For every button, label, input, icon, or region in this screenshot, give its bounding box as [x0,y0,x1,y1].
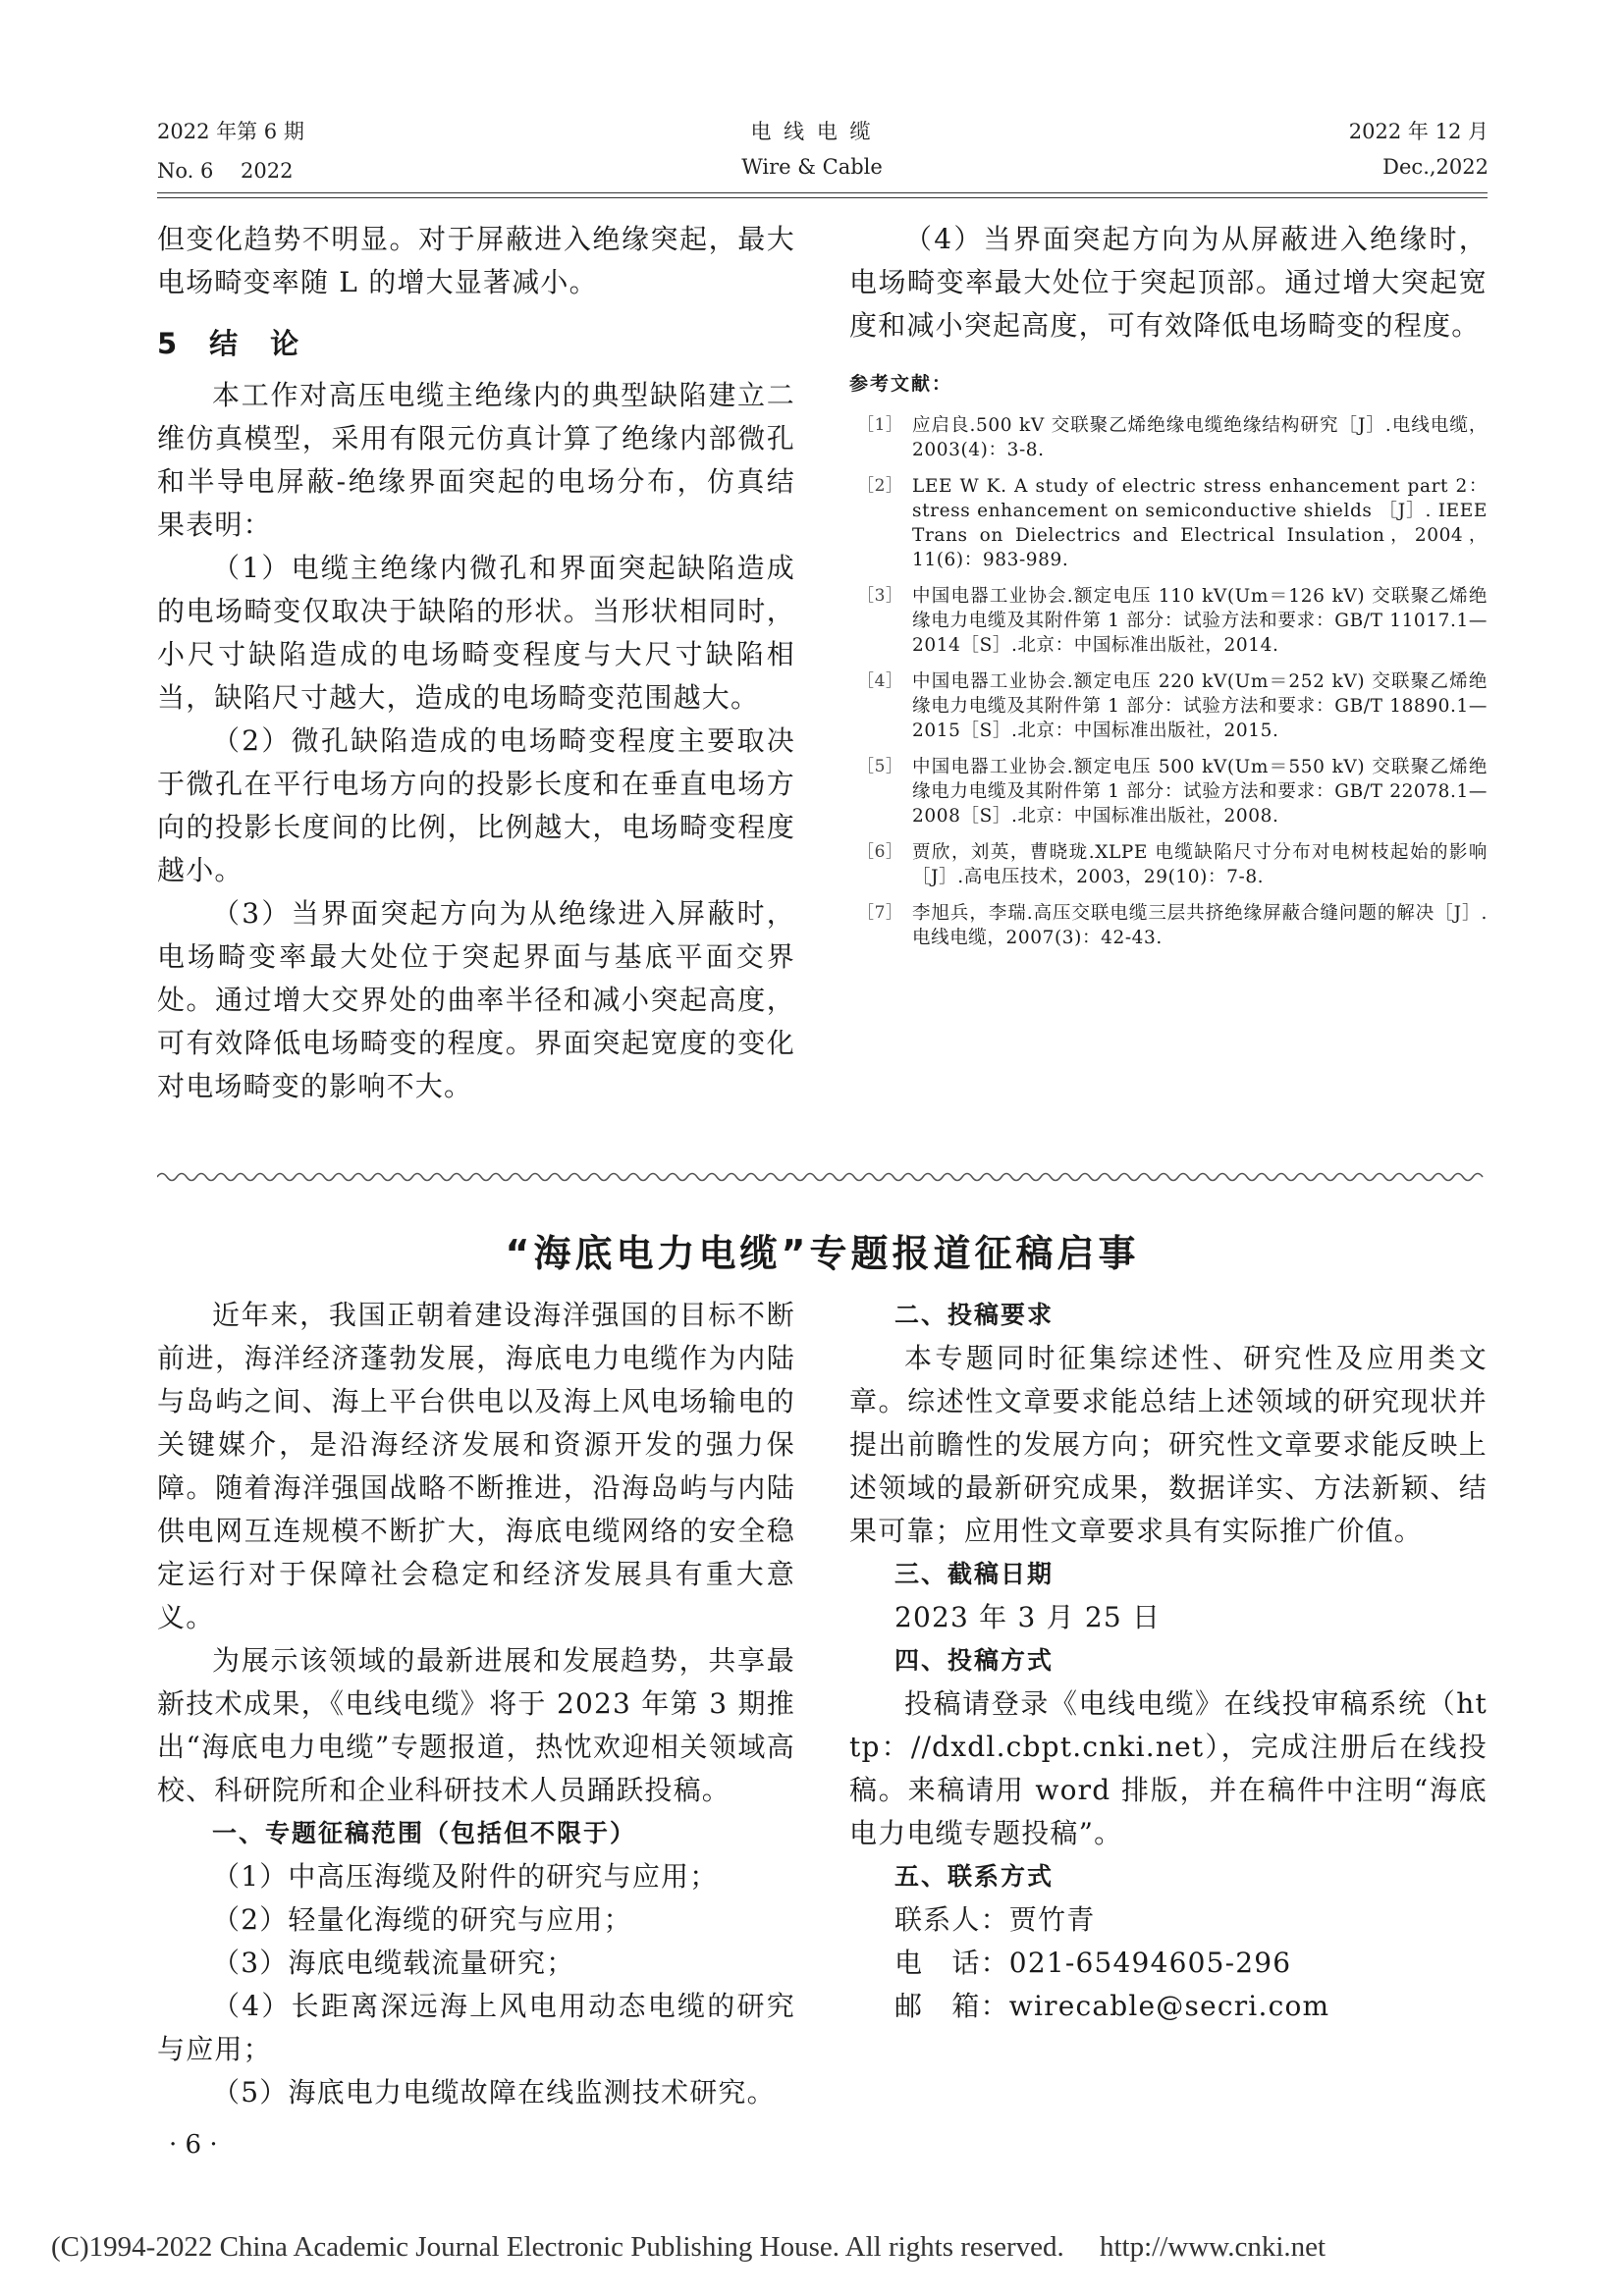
section-title-conclusion: 5 结 论 [157,327,301,360]
conclusion-item-2: （2）微孔缺陷造成的电场畸变程度主要取决于微孔在平行电场方向的投影长度和在垂直电场方向的投影长度间的比例，比例越大，电场畸变程度越小。 [157,724,795,886]
header-issue-en: No. 6 2022 [157,159,294,183]
conclusion-item-4: （4）当界面突起方向为从屏蔽进入绝缘时，电场畸变率最大处位于突起顶部。通过增大突起宽度和减小突起高度，可有效降低电场畸变的程度。 [849,223,1488,342]
reference-text: 中国电器工业协会.额定电压 110 kV(Um＝126 kV) 交联聚乙烯绝缘电力电缆及其附件第 1 部分：试验方法和要求：GB/T 11017.1—2014［S］.北京：中国标准出版社，2014. [912,586,1488,656]
reference-list [849,413,1488,950]
reference-text: 中国电器工业协会.额定电压 500 kV(Um＝550 kV) 交联聚乙烯绝缘电力电缆及其附件第 1 部分：试验方法和要求：GB/T 22078.1—2008［S］.北京：中国标准出版社，2008. [912,757,1488,827]
reference-item [849,755,1488,828]
reference-item [849,669,1488,743]
contact-email: 邮 箱：wirecable@secri.com [894,1990,1330,2022]
header-rule-top [157,192,1488,193]
reference-number: ［6］ [857,842,903,862]
reference-text: 李旭兵，李瑞.高压交联电缆三层共挤绝缘屏蔽合缝问题的解决［J］.电线电缆，2007(3)：42-43. [912,903,1488,948]
contact-title: 五、联系方式 [894,1862,1055,1891]
scope-item: （3）海底电缆载流量研究； [212,1947,575,1979]
announcement-title: “海底电力电缆”专题报道征稿启事 [505,1232,1140,1275]
reference-text: 贾欣，刘英，曹晓珑.XLPE 电缆缺陷尺寸分布对电树枝起始的影响［J］.高电压技术，2003，29(10)：7-8. [912,842,1488,887]
reference-item [849,413,1488,462]
article-right-column [849,218,1488,962]
reference-text: 中国电器工业协会.额定电压 220 kV(Um＝252 kV) 交联聚乙烯绝缘电力电缆及其附件第 1 部分：试验方法和要求：GB/T 18890.1—2015［S］.北京：中国标准出版社，2015. [912,671,1488,741]
header-journal-en: Wire & Cable [741,155,883,179]
references-title: 参考文献： [849,373,953,395]
reference-number: ［5］ [857,757,903,776]
deadline-title: 三、截稿日期 [894,1560,1055,1588]
header-date-cn: 2022 年 12 月 [1348,120,1489,143]
deadline-date: 2023 年 3 月 25 日 [894,1601,1162,1633]
header-journal-cn: 电 线 电 缆 [750,120,874,143]
reference-number: ［4］ [857,671,903,691]
reference-number: ［1］ [857,415,903,435]
announcement-right-column [849,1294,1488,2028]
reference-text: LEE W K. A study of electric stress enhancement part 2：stress enhancement on semiconductive shields ［J］. IEEE Trans on Dielectrics and Electrical Insulation，2004，11(6)：983-989. [912,476,1488,570]
continuation-paragraph: 但变化趋势不明显。对于屏蔽进入绝缘突起，最大电场畸变率随 L 的增大显著减小。 [157,223,795,298]
header-issue-cn: 2022 年第 6 期 [157,120,304,143]
copyright-line: (C)1994-2022 China Academic Journal Electronic Publishing House. All rights reserved. http://www.cnki.net [51,2231,1326,2263]
conclusion-intro: 本工作对高压电缆主绝缘内的典型缺陷建立二维仿真模型，采用有限元仿真计算了绝缘内部微孔和半导电屏蔽-绝缘界面突起的电场分布，仿真结果表明： [157,379,795,541]
scope-item: （5）海底电力电缆故障在线监测技术研究。 [212,2076,776,2109]
reference-item [849,474,1488,572]
announcement-paragraph-1: 近年来，我国正朝着建设海洋强国的目标不断前进，海洋经济蓬勃发展，海底电力电缆作为内陆与岛屿之间、海上平台供电以及海上风电场输电的关键媒介，是沿海经济发展和资源开发的强力保障。随着海洋强国战略不断推进，沿海岛屿与内陆供电网互连规模不断扩大，海底电缆网络的安全稳定运行对于保障社会稳定和经济发展具有重大意义。 [157,1299,795,1633]
conclusion-item-3: （3）当界面突起方向为从绝缘进入屏蔽时，电场畸变率最大处位于突起界面与基底平面交界处。通过增大交界处的曲率半径和减小突起高度，可有效降低电场畸变的程度。界面突起宽度的变化对电场畸变的影响不大。 [157,897,795,1102]
submission-method-text: 投稿请登录《电线电缆》在线投审稿系统（http：//dxdl.cbpt.cnki.net），完成注册后在线投稿。来稿请用 word 排版，并在稿件中注明“海底电力电缆专题投稿”。 [849,1687,1488,1849]
conclusion-item-1: （1）电缆主绝缘内微孔和界面突起缺陷造成的电场畸变仅取决于缺陷的形状。当形状相同时，小尺寸缺陷造成的电场畸变程度与大尺寸缺陷相当，缺陷尺寸越大，造成的电场畸变范围越大。 [157,552,795,714]
announcement-paragraph-2: 为展示该领域的最新进展和发展趋势，共享最新技术成果，《电线电缆》将于 2023 年第 3 期推出“海底电力电缆”专题报道，热忱欢迎相关领域高校、科研院所和企业科研技术人员踊跃投稿。 [157,1644,795,1806]
page-number: · 6 · [169,2130,218,2160]
reference-number: ［3］ [857,586,903,606]
reference-item [849,901,1488,950]
submission-method-title: 四、投稿方式 [894,1646,1055,1675]
scope-title: 一、专题征稿范围（包括但不限于） [212,1819,637,1847]
reference-text: 应启良.500 kV 交联聚乙烯绝缘电缆绝缘结构研究［J］.电线电缆，2003(4)：3-8. [912,415,1488,460]
article-left-column [157,218,795,1108]
reference-number: ［7］ [857,903,903,923]
contact-phone: 电 话：021-65494605-296 [894,1947,1292,1979]
scope-item: （4）长距离深远海上风电用动态电缆的研究与应用； [157,1990,795,2065]
reference-item [849,840,1488,889]
wavy-divider [157,1170,1488,1184]
scope-item: （1）中高压海缆及附件的研究与应用； [212,1860,719,1893]
reference-number: ［2］ [857,476,903,496]
scope-item: （2）轻量化海缆的研究与应用； [212,1903,632,1936]
announcement-left-column [157,1294,795,2114]
requirements-title: 二、投稿要求 [894,1301,1055,1329]
contact-person: 联系人：贾竹青 [894,1903,1096,1936]
header-date-en: Dec.,2022 [1382,155,1489,179]
requirements-text: 本专题同时征集综述性、研究性及应用类文章。综述性文章要求能总结上述领域的研究现状并提出前瞻性的发展方向；研究性文章要求能反映上述领域的最新研究成果，数据详实、方法新颖、结果可靠；应用性文章要求具有实际推广价值。 [849,1342,1488,1547]
header-rule-bottom [157,197,1488,198]
reference-item [849,584,1488,658]
